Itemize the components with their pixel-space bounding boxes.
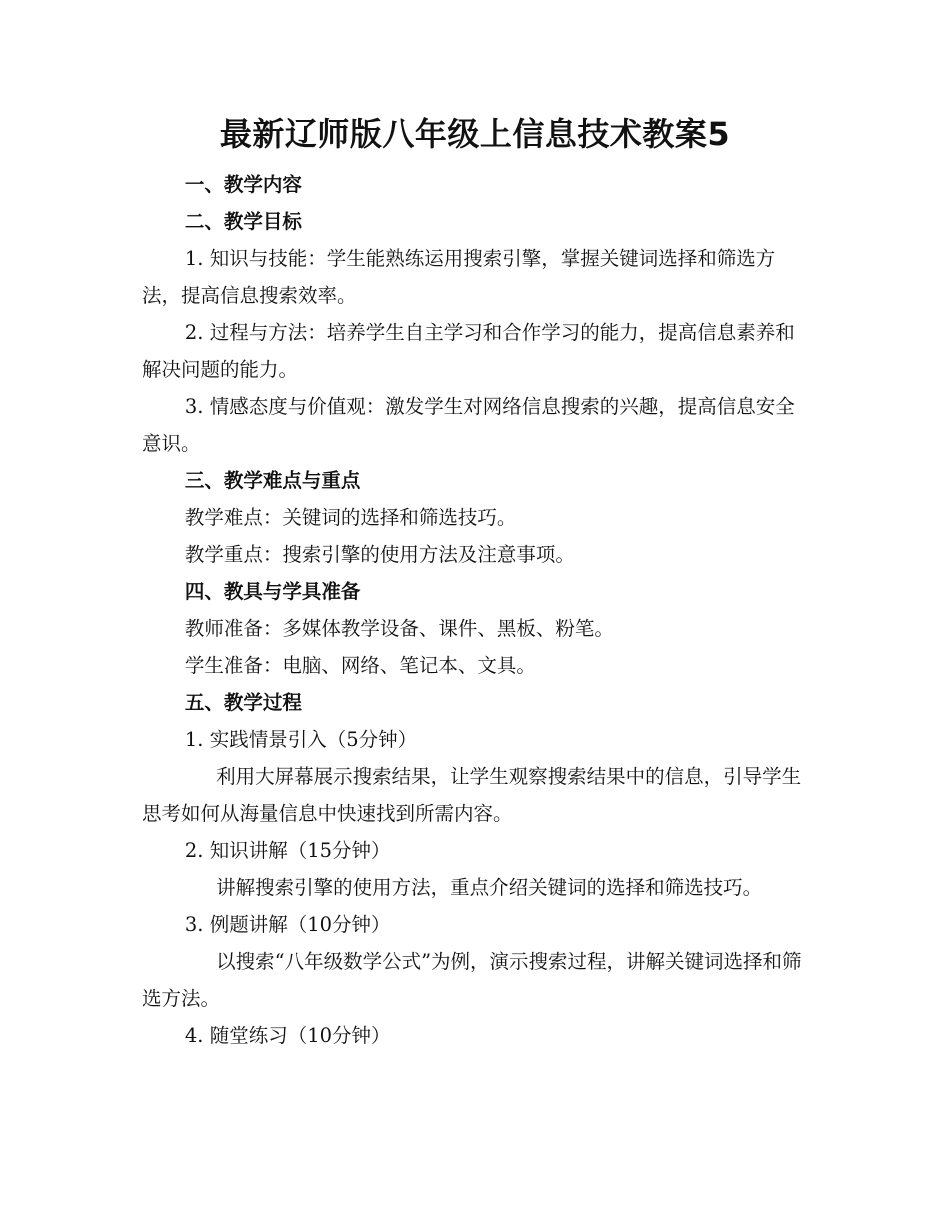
student-preparation: 学生准备：电脑、网络、笔记本、文具。 bbox=[184, 654, 536, 677]
objective-item: 3. 情感态度与价值观：激发学生对网络信息搜索的兴趣，提高信息安全意识。 bbox=[142, 395, 795, 455]
process-step-label: 4. 随堂练习（10分钟） bbox=[184, 1024, 391, 1047]
teacher-preparation: 教师准备：多媒体教学设备、课件、黑板、粉笔。 bbox=[184, 617, 614, 640]
key-point-item: 教学重点：搜索引擎的使用方法及注意事项。 bbox=[184, 543, 575, 566]
process-step-detail: 以搜索“八年级数学公式”为例，演示搜索过程，讲解关键词选择和筛选方法。 bbox=[142, 950, 802, 1010]
process-step-label: 1. 实践情景引入（5分钟） bbox=[184, 728, 418, 751]
section-heading-teaching-objectives: 二、教学目标 bbox=[184, 210, 302, 233]
objective-item: 2. 过程与方法：培养学生自主学习和合作学习的能力，提高信息素养和解决问题的能力。 bbox=[142, 321, 795, 381]
process-step-label: 3. 例题讲解（10分钟） bbox=[184, 913, 391, 936]
document-title: 最新辽师版八年级上信息技术教案5 bbox=[219, 115, 731, 153]
document-body bbox=[142, 166, 812, 1054]
section-heading-teaching-process: 五、教学过程 bbox=[184, 691, 302, 714]
difficulty-item: 教学难点：关键词的选择和筛选技巧。 bbox=[184, 506, 517, 529]
process-step-detail: 讲解搜索引擎的使用方法，重点介绍关键词的选择和筛选技巧。 bbox=[216, 876, 763, 899]
section-heading-teaching-aids: 四、教具与学具准备 bbox=[184, 580, 361, 603]
section-heading-teaching-content: 一、教学内容 bbox=[184, 173, 302, 196]
process-step-detail: 利用大屏幕展示搜索结果，让学生观察搜索结果中的信息，引导学生思考如何从海量信息中快速找到所需内容。 bbox=[142, 765, 802, 825]
section-heading-difficulties-key-points: 三、教学难点与重点 bbox=[184, 469, 361, 492]
process-step-label: 2. 知识讲解（15分钟） bbox=[184, 839, 391, 862]
objective-item: 1. 知识与技能：学生能熟练运用搜索引擎，掌握关键词选择和筛选方法，提高信息搜索效率。 bbox=[142, 247, 776, 307]
